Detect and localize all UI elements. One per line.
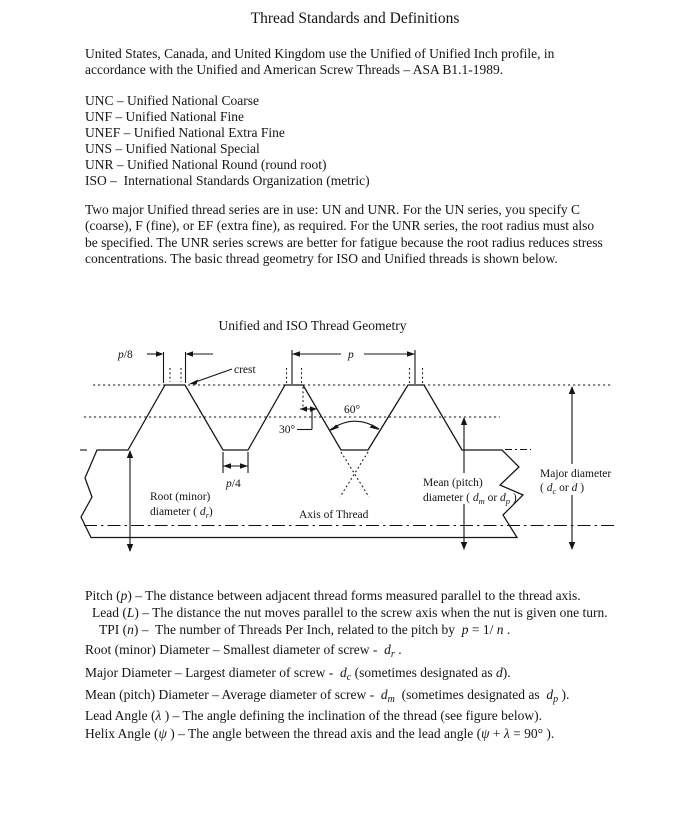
thread-geometry-diagram [0, 335, 682, 580]
abbreviation-list [85, 93, 370, 189]
p4-label: p/4 [226, 478, 241, 490]
definition-tpi: TPI (n) – The number of Threads Per Inch, related to the pitch by p = 1/ n . [99, 622, 511, 637]
crest-label: crest [234, 364, 256, 376]
crest-callout [189, 364, 257, 385]
paragraph-line: United States, Canada, and United Kingdom use the Unified of Unified Inch profile, in [85, 46, 555, 61]
dimension-p8 [117, 349, 213, 383]
definition-root-diameter: Root (minor) Diameter – Smallest diameter of screw - $d_r$ . [85, 642, 402, 660]
paragraph-line: (coarse), F (fine), or EF (extra fine), as required. For the UNR series, the root radius must also [85, 218, 595, 234]
page-title: Thread Standards and Definitions [250, 10, 460, 27]
p8-label: p/8 [118, 349, 133, 361]
major-diameter-label: Major diameter [540, 468, 612, 480]
root-diameter-label: Root (minor) [150, 491, 211, 503]
paragraph-line: concentrations. The basic thread geometry for ISO and Unified threads is shown below. [85, 250, 558, 266]
intro-paragraph-2 [85, 202, 603, 267]
definition-major-diameter: Major Diameter – Largest diameter of screw - $d_c$ (sometimes designated as d). [85, 665, 511, 683]
root-diameter-label-2: diameter ( $d_r$) [150, 506, 213, 520]
dimension-p [292, 349, 415, 384]
diagram-title: Unified and ISO Thread Geometry [218, 318, 407, 333]
definition-pitch: Pitch (p) – The distance between adjacent thread forms measured parallel to the thread axis. [85, 588, 581, 603]
p-label: p [348, 349, 354, 361]
paragraph-line: Two major Unified thread series are in use: UN and UNR. For the UN series, you specify C [85, 202, 581, 217]
list-item: UNR – Unified National Round (round root) [85, 157, 327, 172]
definition-mean-diameter: Mean (pitch) Diameter – Average diameter of screw - $d_m$ (sometimes designated as $d_p$ ). [85, 687, 570, 705]
intro-paragraph-1 [85, 46, 554, 79]
mean-diameter-label: Mean (pitch) [423, 477, 483, 489]
list-item: ISO – International Standards Organization (metric) [85, 173, 370, 188]
major-diameter-label-2: ( $d_c$ or d ) [540, 482, 585, 496]
list-item: UNS – Unified National Special [85, 141, 260, 156]
axis-of-thread-label: Axis of Thread [299, 509, 369, 521]
definition-helix-angle: Helix Angle (ψ ) – The angle between the thread axis and the lead angle (ψ + λ = 90° ). [85, 726, 555, 741]
paragraph-line: accordance with the Unified and American Screw Threads – ASA B1.1-1989. [85, 62, 504, 78]
dimension-mean-diameter [423, 417, 517, 550]
definition-lead: Lead (L) – The distance the nut moves parallel to the screw axis when the nut is given one turn. [92, 605, 608, 620]
dimension-root-diameter [127, 450, 213, 552]
angle-60-label: 60° [344, 404, 361, 416]
list-item: UNEF – Unified National Extra Fine [85, 125, 285, 140]
angle-30 [279, 387, 317, 436]
list-item: UNF – Unified National Fine [85, 109, 244, 124]
list-item: UNC – Unified National Coarse [85, 93, 259, 108]
mean-diameter-label-2: diameter ( $d_m$ or $d_p$ ) [423, 492, 517, 506]
dimension-p4 [223, 452, 248, 490]
dimension-major-diameter [540, 386, 611, 550]
angle-30-label: 30° [279, 424, 296, 436]
paragraph-line: be specified. The UNR series screws are better for fatigue because the root radius reduces stress [85, 234, 603, 250]
definition-lead-angle: Lead Angle (λ ) – The angle defining the inclination of the thread (see figure below). [85, 708, 542, 723]
